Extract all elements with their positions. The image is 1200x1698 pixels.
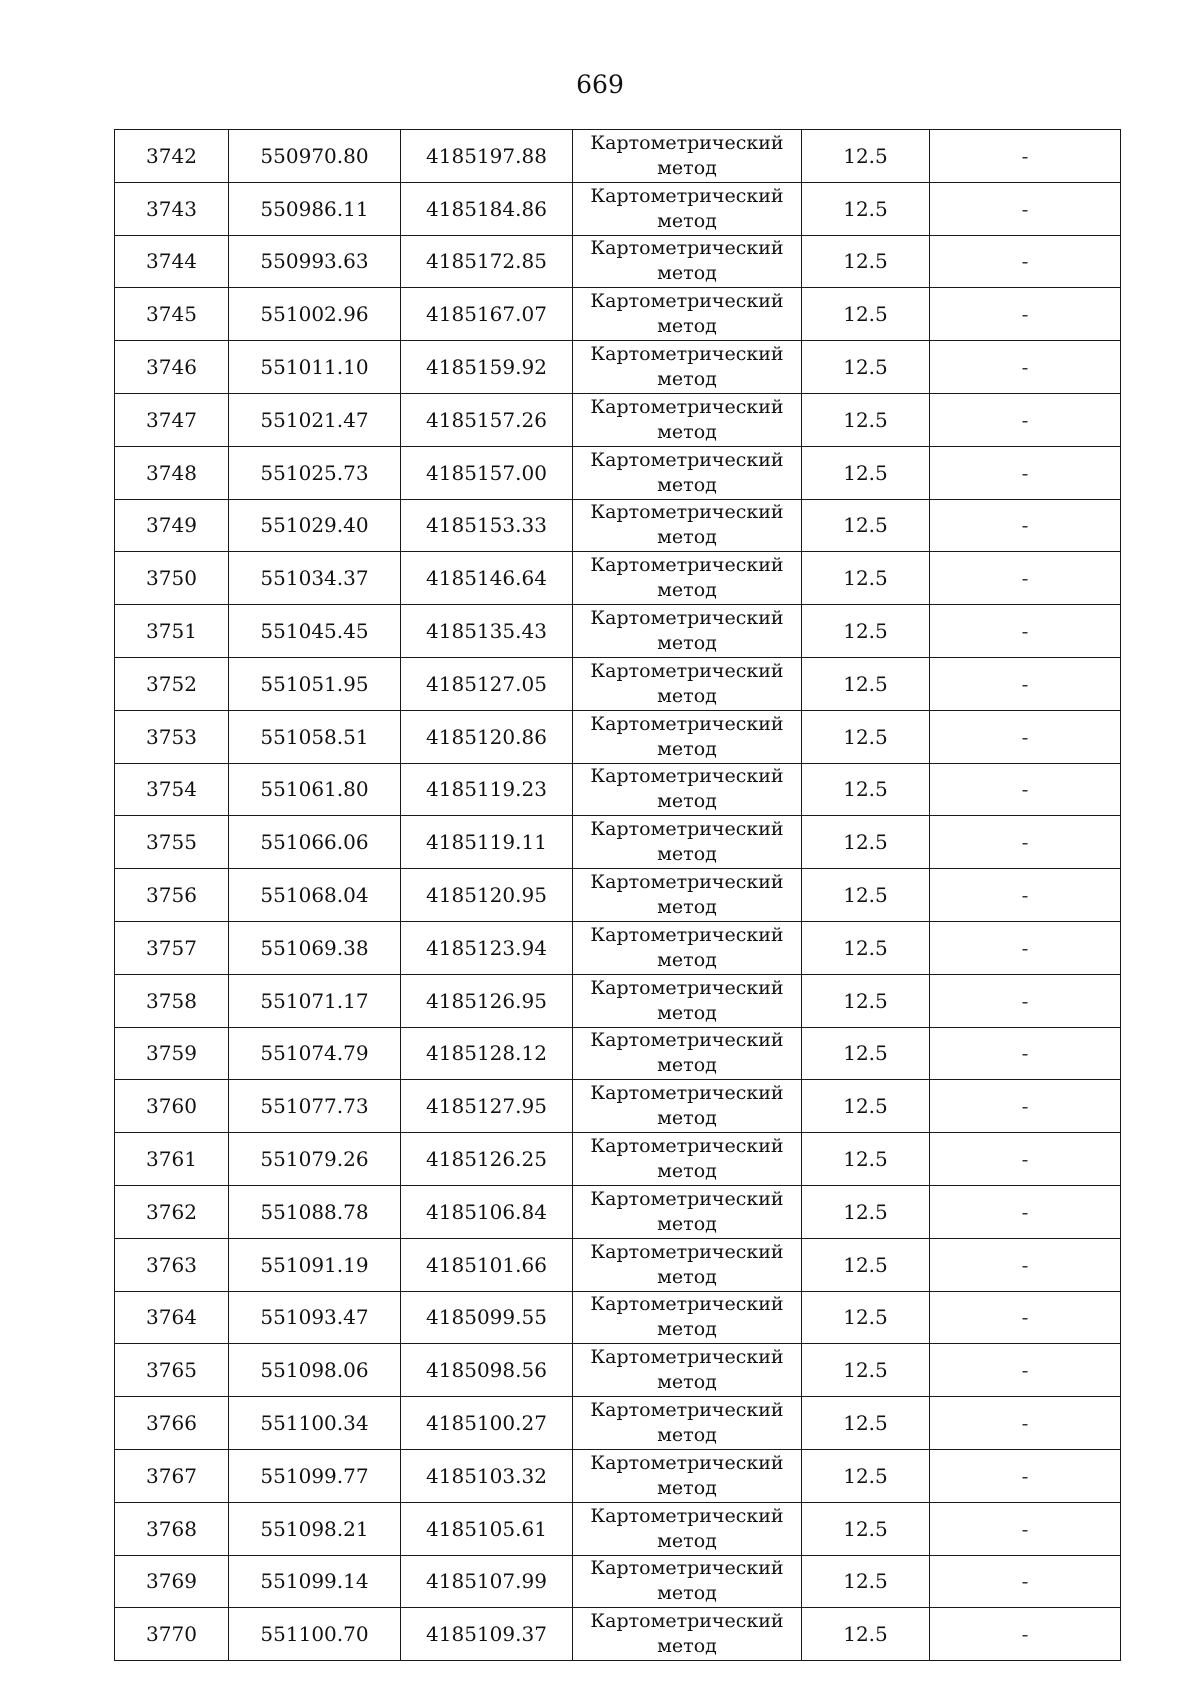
y-coordinate-cell: 4185109.37 (401, 1608, 573, 1661)
accuracy-cell: 12.5 (802, 1397, 930, 1450)
x-coordinate-cell: 551074.79 (229, 1027, 401, 1080)
y-coordinate-cell: 4185105.61 (401, 1502, 573, 1555)
note-cell: - (930, 816, 1121, 869)
table-row (115, 657, 1121, 710)
table-row (115, 1238, 1121, 1291)
table-row (115, 446, 1121, 499)
note-cell: - (930, 446, 1121, 499)
table-row (115, 1608, 1121, 1661)
method-cell: Картометрический метод (573, 710, 802, 763)
y-coordinate-cell: 4185159.92 (401, 341, 573, 394)
accuracy-cell: 12.5 (802, 130, 930, 183)
point-number-cell: 3759 (115, 1027, 229, 1080)
table-row (115, 1291, 1121, 1344)
y-coordinate-cell: 4185107.99 (401, 1555, 573, 1608)
table-row (115, 552, 1121, 605)
table-row (115, 341, 1121, 394)
point-number-cell: 3770 (115, 1608, 229, 1661)
y-coordinate-cell: 4185119.23 (401, 763, 573, 816)
table-row (115, 816, 1121, 869)
table-row (115, 1133, 1121, 1186)
point-number-cell: 3760 (115, 1080, 229, 1133)
table-row (115, 1185, 1121, 1238)
table-row (115, 182, 1121, 235)
method-cell: Картометрический метод (573, 763, 802, 816)
point-number-cell: 3764 (115, 1291, 229, 1344)
method-cell: Картометрический метод (573, 869, 802, 922)
accuracy-cell: 12.5 (802, 1080, 930, 1133)
table-row (115, 1080, 1121, 1133)
accuracy-cell: 12.5 (802, 552, 930, 605)
note-cell: - (930, 974, 1121, 1027)
note-cell: - (930, 1449, 1121, 1502)
note-cell: - (930, 1080, 1121, 1133)
table-row (115, 921, 1121, 974)
table-row (115, 1555, 1121, 1608)
x-coordinate-cell: 551100.70 (229, 1608, 401, 1661)
x-coordinate-cell: 551069.38 (229, 921, 401, 974)
method-cell: Картометрический метод (573, 393, 802, 446)
y-coordinate-cell: 4185099.55 (401, 1291, 573, 1344)
accuracy-cell: 12.5 (802, 869, 930, 922)
point-number-cell: 3758 (115, 974, 229, 1027)
point-number-cell: 3743 (115, 182, 229, 235)
method-cell: Картометрический метод (573, 1344, 802, 1397)
point-number-cell: 3754 (115, 763, 229, 816)
point-number-cell: 3762 (115, 1185, 229, 1238)
table-row (115, 288, 1121, 341)
x-coordinate-cell: 551021.47 (229, 393, 401, 446)
method-cell: Картометрический метод (573, 974, 802, 1027)
y-coordinate-cell: 4185120.95 (401, 869, 573, 922)
method-cell: Картометрический метод (573, 552, 802, 605)
y-coordinate-cell: 4185172.85 (401, 235, 573, 288)
note-cell: - (930, 710, 1121, 763)
x-coordinate-cell: 551099.77 (229, 1449, 401, 1502)
method-cell: Картометрический метод (573, 341, 802, 394)
table-row (115, 869, 1121, 922)
point-number-cell: 3745 (115, 288, 229, 341)
note-cell: - (930, 1397, 1121, 1450)
accuracy-cell: 12.5 (802, 446, 930, 499)
point-number-cell: 3752 (115, 657, 229, 710)
x-coordinate-cell: 551034.37 (229, 552, 401, 605)
point-number-cell: 3749 (115, 499, 229, 552)
method-cell: Картометрический метод (573, 130, 802, 183)
method-cell: Картометрический метод (573, 1133, 802, 1186)
accuracy-cell: 12.5 (802, 1555, 930, 1608)
accuracy-cell: 12.5 (802, 235, 930, 288)
accuracy-cell: 12.5 (802, 1238, 930, 1291)
accuracy-cell: 12.5 (802, 710, 930, 763)
y-coordinate-cell: 4185146.64 (401, 552, 573, 605)
accuracy-cell: 12.5 (802, 974, 930, 1027)
point-number-cell: 3747 (115, 393, 229, 446)
note-cell: - (930, 499, 1121, 552)
x-coordinate-cell: 551066.06 (229, 816, 401, 869)
y-coordinate-cell: 4185100.27 (401, 1397, 573, 1450)
accuracy-cell: 12.5 (802, 1608, 930, 1661)
y-coordinate-cell: 4185106.84 (401, 1185, 573, 1238)
method-cell: Картометрический метод (573, 446, 802, 499)
note-cell: - (930, 605, 1121, 658)
method-cell: Картометрический метод (573, 921, 802, 974)
table-row (115, 1344, 1121, 1397)
y-coordinate-cell: 4185101.66 (401, 1238, 573, 1291)
x-coordinate-cell: 551051.95 (229, 657, 401, 710)
table-row (115, 393, 1121, 446)
method-cell: Картометрический метод (573, 182, 802, 235)
table-row (115, 130, 1121, 183)
accuracy-cell: 12.5 (802, 182, 930, 235)
accuracy-cell: 12.5 (802, 605, 930, 658)
note-cell: - (930, 1291, 1121, 1344)
y-coordinate-cell: 4185135.43 (401, 605, 573, 658)
point-number-cell: 3766 (115, 1397, 229, 1450)
x-coordinate-cell: 551025.73 (229, 446, 401, 499)
y-coordinate-cell: 4185128.12 (401, 1027, 573, 1080)
x-coordinate-cell: 551029.40 (229, 499, 401, 552)
method-cell: Картометрический метод (573, 657, 802, 710)
x-coordinate-cell: 551098.21 (229, 1502, 401, 1555)
y-coordinate-cell: 4185123.94 (401, 921, 573, 974)
y-coordinate-cell: 4185197.88 (401, 130, 573, 183)
table-row (115, 974, 1121, 1027)
y-coordinate-cell: 4185127.05 (401, 657, 573, 710)
method-cell: Картометрический метод (573, 499, 802, 552)
accuracy-cell: 12.5 (802, 393, 930, 446)
note-cell: - (930, 393, 1121, 446)
accuracy-cell: 12.5 (802, 1185, 930, 1238)
table-row (115, 1397, 1121, 1450)
accuracy-cell: 12.5 (802, 1502, 930, 1555)
y-coordinate-cell: 4185184.86 (401, 182, 573, 235)
point-number-cell: 3746 (115, 341, 229, 394)
point-number-cell: 3768 (115, 1502, 229, 1555)
note-cell: - (930, 1238, 1121, 1291)
table-row (115, 763, 1121, 816)
accuracy-cell: 12.5 (802, 763, 930, 816)
x-coordinate-cell: 550986.11 (229, 182, 401, 235)
y-coordinate-cell: 4185119.11 (401, 816, 573, 869)
table-row (115, 710, 1121, 763)
table-row (115, 1027, 1121, 1080)
note-cell: - (930, 921, 1121, 974)
note-cell: - (930, 657, 1121, 710)
x-coordinate-cell: 551088.78 (229, 1185, 401, 1238)
point-number-cell: 3767 (115, 1449, 229, 1502)
y-coordinate-cell: 4185098.56 (401, 1344, 573, 1397)
method-cell: Картометрический метод (573, 1502, 802, 1555)
note-cell: - (930, 1502, 1121, 1555)
page-number: 669 (576, 70, 624, 99)
x-coordinate-cell: 551079.26 (229, 1133, 401, 1186)
note-cell: - (930, 182, 1121, 235)
method-cell: Картометрический метод (573, 1291, 802, 1344)
method-cell: Картометрический метод (573, 1555, 802, 1608)
x-coordinate-cell: 551093.47 (229, 1291, 401, 1344)
y-coordinate-cell: 4185157.00 (401, 446, 573, 499)
point-number-cell: 3748 (115, 446, 229, 499)
point-number-cell: 3765 (115, 1344, 229, 1397)
note-cell: - (930, 1027, 1121, 1080)
y-coordinate-cell: 4185103.32 (401, 1449, 573, 1502)
point-number-cell: 3751 (115, 605, 229, 658)
note-cell: - (930, 763, 1121, 816)
point-number-cell: 3742 (115, 130, 229, 183)
table-row (115, 605, 1121, 658)
note-cell: - (930, 235, 1121, 288)
point-number-cell: 3763 (115, 1238, 229, 1291)
accuracy-cell: 12.5 (802, 1027, 930, 1080)
note-cell: - (930, 1555, 1121, 1608)
method-cell: Картометрический метод (573, 816, 802, 869)
point-number-cell: 3757 (115, 921, 229, 974)
y-coordinate-cell: 4185120.86 (401, 710, 573, 763)
method-cell: Картометрический метод (573, 1027, 802, 1080)
y-coordinate-cell: 4185126.25 (401, 1133, 573, 1186)
note-cell: - (930, 1344, 1121, 1397)
method-cell: Картометрический метод (573, 1449, 802, 1502)
y-coordinate-cell: 4185167.07 (401, 288, 573, 341)
coordinates-table (114, 129, 1121, 1661)
note-cell: - (930, 288, 1121, 341)
accuracy-cell: 12.5 (802, 921, 930, 974)
point-number-cell: 3761 (115, 1133, 229, 1186)
y-coordinate-cell: 4185127.95 (401, 1080, 573, 1133)
table-row (115, 1502, 1121, 1555)
y-coordinate-cell: 4185126.95 (401, 974, 573, 1027)
x-coordinate-cell: 551068.04 (229, 869, 401, 922)
accuracy-cell: 12.5 (802, 288, 930, 341)
accuracy-cell: 12.5 (802, 1344, 930, 1397)
table-row (115, 499, 1121, 552)
x-coordinate-cell: 551058.51 (229, 710, 401, 763)
accuracy-cell: 12.5 (802, 657, 930, 710)
x-coordinate-cell: 551011.10 (229, 341, 401, 394)
accuracy-cell: 12.5 (802, 816, 930, 869)
point-number-cell: 3755 (115, 816, 229, 869)
method-cell: Картометрический метод (573, 1397, 802, 1450)
x-coordinate-cell: 550993.63 (229, 235, 401, 288)
point-number-cell: 3769 (115, 1555, 229, 1608)
note-cell: - (930, 341, 1121, 394)
method-cell: Картометрический метод (573, 1185, 802, 1238)
note-cell: - (930, 552, 1121, 605)
x-coordinate-cell: 551099.14 (229, 1555, 401, 1608)
accuracy-cell: 12.5 (802, 1291, 930, 1344)
method-cell: Картометрический метод (573, 605, 802, 658)
method-cell: Картометрический метод (573, 1238, 802, 1291)
x-coordinate-cell: 551100.34 (229, 1397, 401, 1450)
point-number-cell: 3744 (115, 235, 229, 288)
note-cell: - (930, 1133, 1121, 1186)
point-number-cell: 3753 (115, 710, 229, 763)
x-coordinate-cell: 551098.06 (229, 1344, 401, 1397)
x-coordinate-cell: 551091.19 (229, 1238, 401, 1291)
y-coordinate-cell: 4185157.26 (401, 393, 573, 446)
point-number-cell: 3756 (115, 869, 229, 922)
table-row (115, 235, 1121, 288)
accuracy-cell: 12.5 (802, 1449, 930, 1502)
note-cell: - (930, 869, 1121, 922)
x-coordinate-cell: 550970.80 (229, 130, 401, 183)
method-cell: Картометрический метод (573, 1608, 802, 1661)
method-cell: Картометрический метод (573, 235, 802, 288)
table-row (115, 1449, 1121, 1502)
accuracy-cell: 12.5 (802, 499, 930, 552)
x-coordinate-cell: 551071.17 (229, 974, 401, 1027)
y-coordinate-cell: 4185153.33 (401, 499, 573, 552)
table-body (115, 130, 1121, 1661)
x-coordinate-cell: 551061.80 (229, 763, 401, 816)
x-coordinate-cell: 551045.45 (229, 605, 401, 658)
method-cell: Картометрический метод (573, 288, 802, 341)
x-coordinate-cell: 551002.96 (229, 288, 401, 341)
accuracy-cell: 12.5 (802, 341, 930, 394)
x-coordinate-cell: 551077.73 (229, 1080, 401, 1133)
point-number-cell: 3750 (115, 552, 229, 605)
method-cell: Картометрический метод (573, 1080, 802, 1133)
note-cell: - (930, 1608, 1121, 1661)
note-cell: - (930, 130, 1121, 183)
accuracy-cell: 12.5 (802, 1133, 930, 1186)
note-cell: - (930, 1185, 1121, 1238)
